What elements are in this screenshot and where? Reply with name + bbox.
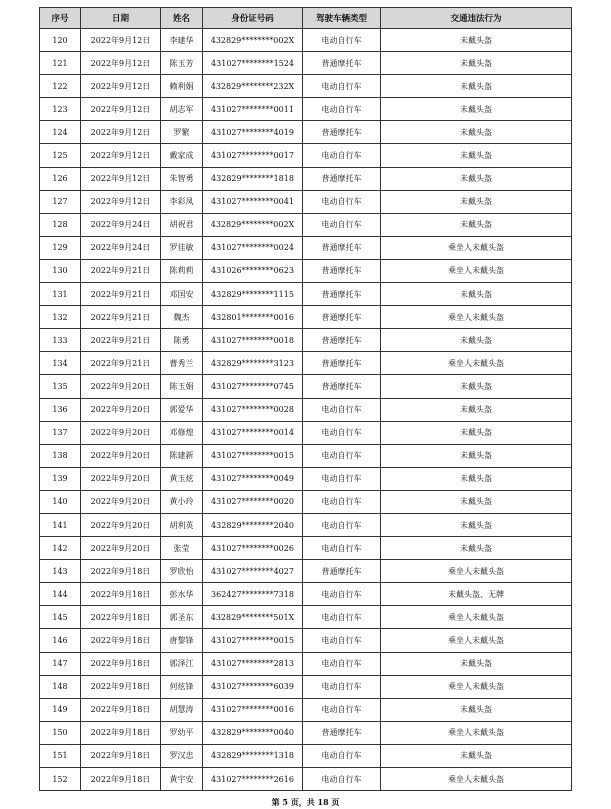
cell-id-number: 431027********0024 xyxy=(203,236,303,259)
cell-date: 2022年9月24日 xyxy=(81,213,161,236)
cell-vehicle-type: 电动自行车 xyxy=(303,398,381,421)
cell-violation: 乘坐人未戴头盔 xyxy=(381,352,572,375)
cell-date: 2022年9月18日 xyxy=(81,583,161,606)
table-row xyxy=(40,259,572,282)
table-row xyxy=(40,606,572,629)
cell-date: 2022年9月12日 xyxy=(81,144,161,167)
cell-name: 胡慧涛 xyxy=(161,698,203,721)
table-row xyxy=(40,75,572,98)
cell-id-number: 432829********501X xyxy=(203,606,303,629)
cell-date: 2022年9月24日 xyxy=(81,236,161,259)
cell-id-number: 431027********0017 xyxy=(203,144,303,167)
cell-seq: 122 xyxy=(40,75,81,98)
cell-vehicle-type: 普通摩托车 xyxy=(303,259,381,282)
cell-name: 罗汉忠 xyxy=(161,744,203,767)
cell-seq: 138 xyxy=(40,444,81,467)
cell-seq: 143 xyxy=(40,560,81,583)
table-row xyxy=(40,537,572,560)
table-row xyxy=(40,29,572,52)
cell-violation: 未戴头盔 xyxy=(381,283,572,306)
table-row xyxy=(40,283,572,306)
cell-vehicle-type: 普通摩托车 xyxy=(303,52,381,75)
cell-name: 邓国安 xyxy=(161,283,203,306)
cell-name: 邓修煌 xyxy=(161,421,203,444)
cell-id-number: 431027********6039 xyxy=(203,675,303,698)
cell-date: 2022年9月20日 xyxy=(81,375,161,398)
cell-vehicle-type: 电动自行车 xyxy=(303,537,381,560)
table-row xyxy=(40,421,572,444)
table-row xyxy=(40,768,572,791)
table-row xyxy=(40,352,572,375)
cell-vehicle-type: 普通摩托车 xyxy=(303,121,381,144)
cell-name: 胡志军 xyxy=(161,98,203,121)
header-id-number: 身份证号码 xyxy=(203,8,303,29)
cell-violation: 未戴头盔 xyxy=(381,421,572,444)
cell-seq: 121 xyxy=(40,52,81,75)
cell-violation: 乘坐人未戴头盔 xyxy=(381,675,572,698)
cell-vehicle-type: 电动自行车 xyxy=(303,444,381,467)
cell-id-number: 431027********0026 xyxy=(203,537,303,560)
cell-vehicle-type: 普通摩托车 xyxy=(303,721,381,744)
table-body xyxy=(40,29,572,791)
table-row xyxy=(40,721,572,744)
cell-date: 2022年9月12日 xyxy=(81,121,161,144)
page-footer: 第 5 页，共 18 页 xyxy=(271,797,340,807)
cell-date: 2022年9月18日 xyxy=(81,744,161,767)
cell-violation: 未戴头盔 xyxy=(381,98,572,121)
cell-name: 黄玉炫 xyxy=(161,467,203,490)
cell-name: 胡利英 xyxy=(161,513,203,536)
cell-vehicle-type: 普通摩托车 xyxy=(303,329,381,352)
cell-seq: 141 xyxy=(40,513,81,536)
cell-violation: 乘坐人未戴头盔 xyxy=(381,236,572,259)
cell-violation: 未戴头盔 xyxy=(381,144,572,167)
cell-date: 2022年9月21日 xyxy=(81,329,161,352)
cell-vehicle-type: 电动自行车 xyxy=(303,606,381,629)
cell-name: 唐黎锋 xyxy=(161,629,203,652)
cell-seq: 145 xyxy=(40,606,81,629)
cell-name: 李彩凤 xyxy=(161,190,203,213)
cell-date: 2022年9月18日 xyxy=(81,768,161,791)
cell-violation: 未戴头盔 xyxy=(381,652,572,675)
cell-id-number: 432829********1115 xyxy=(203,283,303,306)
cell-name: 黄小玲 xyxy=(161,490,203,513)
cell-seq: 137 xyxy=(40,421,81,444)
table-row xyxy=(40,629,572,652)
cell-violation: 未戴头盔 xyxy=(381,121,572,144)
cell-id-number: 431027********0028 xyxy=(203,398,303,421)
cell-name: 罗幼平 xyxy=(161,721,203,744)
cell-date: 2022年9月18日 xyxy=(81,629,161,652)
cell-id-number: 431027********0049 xyxy=(203,467,303,490)
table-row xyxy=(40,444,572,467)
header-vehicle-type: 驾驶车辆类型 xyxy=(303,8,381,29)
cell-violation: 乘坐人未戴头盔 xyxy=(381,306,572,329)
cell-vehicle-type: 电动自行车 xyxy=(303,513,381,536)
table-row xyxy=(40,329,572,352)
table-row xyxy=(40,490,572,513)
cell-name: 李建华 xyxy=(161,29,203,52)
cell-date: 2022年9月12日 xyxy=(81,29,161,52)
cell-seq: 133 xyxy=(40,329,81,352)
cell-name: 彭水华 xyxy=(161,583,203,606)
cell-seq: 152 xyxy=(40,768,81,791)
cell-date: 2022年9月21日 xyxy=(81,283,161,306)
cell-id-number: 431027********0020 xyxy=(203,490,303,513)
cell-name: 张莹 xyxy=(161,537,203,560)
cell-violation: 未戴头盔、无牌 xyxy=(381,583,572,606)
cell-violation: 未戴头盔 xyxy=(381,467,572,490)
cell-id-number: 431027********0014 xyxy=(203,421,303,444)
cell-name: 郭泽江 xyxy=(161,652,203,675)
cell-vehicle-type: 普通摩托车 xyxy=(303,560,381,583)
cell-violation: 乘坐人未戴头盔 xyxy=(381,560,572,583)
cell-id-number: 431027********2616 xyxy=(203,768,303,791)
cell-date: 2022年9月12日 xyxy=(81,190,161,213)
cell-vehicle-type: 电动自行车 xyxy=(303,190,381,213)
cell-violation: 未戴头盔 xyxy=(381,398,572,421)
cell-vehicle-type: 普通摩托车 xyxy=(303,375,381,398)
cell-violation: 乘坐人未戴头盔 xyxy=(381,606,572,629)
table-row xyxy=(40,121,572,144)
cell-vehicle-type: 电动自行车 xyxy=(303,675,381,698)
cell-id-number: 431027********0041 xyxy=(203,190,303,213)
cell-date: 2022年9月18日 xyxy=(81,698,161,721)
table-row xyxy=(40,213,572,236)
cell-seq: 150 xyxy=(40,721,81,744)
header-date: 日期 xyxy=(81,8,161,29)
violation-table xyxy=(39,7,572,791)
cell-vehicle-type: 普通摩托车 xyxy=(303,236,381,259)
cell-id-number: 431027********0011 xyxy=(203,98,303,121)
cell-seq: 130 xyxy=(40,259,81,282)
cell-seq: 135 xyxy=(40,375,81,398)
cell-violation: 未戴头盔 xyxy=(381,167,572,190)
table-row xyxy=(40,306,572,329)
cell-id-number: 432829********232X xyxy=(203,75,303,98)
table-row xyxy=(40,698,572,721)
table-row xyxy=(40,167,572,190)
cell-seq: 134 xyxy=(40,352,81,375)
cell-date: 2022年9月20日 xyxy=(81,490,161,513)
cell-seq: 144 xyxy=(40,583,81,606)
cell-violation: 乘坐人未戴头盔 xyxy=(381,721,572,744)
cell-vehicle-type: 电动自行车 xyxy=(303,744,381,767)
cell-name: 陈玉娟 xyxy=(161,375,203,398)
cell-date: 2022年9月21日 xyxy=(81,259,161,282)
cell-id-number: 431026********0623 xyxy=(203,259,303,282)
table-row xyxy=(40,467,572,490)
cell-id-number: 432829********002X xyxy=(203,213,303,236)
cell-name: 陈玉芳 xyxy=(161,52,203,75)
cell-date: 2022年9月20日 xyxy=(81,537,161,560)
cell-name: 曹秀兰 xyxy=(161,352,203,375)
cell-vehicle-type: 普通摩托车 xyxy=(303,167,381,190)
table-row xyxy=(40,98,572,121)
cell-violation: 未戴头盔 xyxy=(381,75,572,98)
cell-id-number: 431027********0015 xyxy=(203,444,303,467)
cell-vehicle-type: 电动自行车 xyxy=(303,98,381,121)
table-row xyxy=(40,375,572,398)
cell-seq: 131 xyxy=(40,283,81,306)
cell-seq: 149 xyxy=(40,698,81,721)
cell-seq: 151 xyxy=(40,744,81,767)
cell-id-number: 431027********0015 xyxy=(203,629,303,652)
cell-violation: 乘坐人未戴头盔 xyxy=(381,768,572,791)
cell-id-number: 431027********0016 xyxy=(203,698,303,721)
cell-name: 胡祝君 xyxy=(161,213,203,236)
cell-seq: 125 xyxy=(40,144,81,167)
header-name: 姓名 xyxy=(161,8,203,29)
cell-name: 陈勇 xyxy=(161,329,203,352)
cell-date: 2022年9月12日 xyxy=(81,98,161,121)
cell-date: 2022年9月18日 xyxy=(81,606,161,629)
cell-name: 郭爱华 xyxy=(161,398,203,421)
cell-name: 罗佳敏 xyxy=(161,236,203,259)
cell-name: 罗欣怡 xyxy=(161,560,203,583)
cell-date: 2022年9月12日 xyxy=(81,167,161,190)
cell-date: 2022年9月12日 xyxy=(81,75,161,98)
cell-date: 2022年9月20日 xyxy=(81,467,161,490)
cell-vehicle-type: 电动自行车 xyxy=(303,652,381,675)
table-row xyxy=(40,144,572,167)
cell-violation: 未戴头盔 xyxy=(381,490,572,513)
cell-name: 陈莉莉 xyxy=(161,259,203,282)
table-row xyxy=(40,652,572,675)
cell-violation: 未戴头盔 xyxy=(381,213,572,236)
cell-vehicle-type: 电动自行车 xyxy=(303,768,381,791)
cell-name: 朱智勇 xyxy=(161,167,203,190)
table-row xyxy=(40,744,572,767)
cell-seq: 136 xyxy=(40,398,81,421)
cell-date: 2022年9月21日 xyxy=(81,306,161,329)
cell-seq: 147 xyxy=(40,652,81,675)
cell-name: 赖利娟 xyxy=(161,75,203,98)
cell-vehicle-type: 普通摩托车 xyxy=(303,283,381,306)
cell-date: 2022年9月18日 xyxy=(81,721,161,744)
cell-seq: 140 xyxy=(40,490,81,513)
cell-seq: 126 xyxy=(40,167,81,190)
cell-id-number: 362427********7318 xyxy=(203,583,303,606)
cell-vehicle-type: 电动自行车 xyxy=(303,629,381,652)
cell-violation: 未戴头盔 xyxy=(381,698,572,721)
table-header-row xyxy=(40,8,572,29)
cell-violation: 未戴头盔 xyxy=(381,513,572,536)
cell-seq: 129 xyxy=(40,236,81,259)
cell-date: 2022年9月20日 xyxy=(81,444,161,467)
cell-violation: 未戴头盔 xyxy=(381,375,572,398)
cell-id-number: 432829********002X xyxy=(203,29,303,52)
cell-vehicle-type: 电动自行车 xyxy=(303,467,381,490)
cell-id-number: 431027********2813 xyxy=(203,652,303,675)
table-row xyxy=(40,236,572,259)
cell-name: 何炫锋 xyxy=(161,675,203,698)
table-row xyxy=(40,513,572,536)
cell-seq: 146 xyxy=(40,629,81,652)
cell-violation: 乘坐人未戴头盔 xyxy=(381,259,572,282)
cell-vehicle-type: 电动自行车 xyxy=(303,698,381,721)
cell-vehicle-type: 电动自行车 xyxy=(303,421,381,444)
table-row xyxy=(40,560,572,583)
cell-id-number: 432829********2040 xyxy=(203,513,303,536)
cell-id-number: 432801********0016 xyxy=(203,306,303,329)
cell-seq: 148 xyxy=(40,675,81,698)
cell-seq: 139 xyxy=(40,467,81,490)
table-row xyxy=(40,52,572,75)
cell-name: 郭圣东 xyxy=(161,606,203,629)
cell-seq: 123 xyxy=(40,98,81,121)
cell-date: 2022年9月20日 xyxy=(81,398,161,421)
cell-seq: 127 xyxy=(40,190,81,213)
cell-id-number: 432829********1318 xyxy=(203,744,303,767)
cell-date: 2022年9月20日 xyxy=(81,421,161,444)
cell-violation: 未戴头盔 xyxy=(381,329,572,352)
cell-violation: 未戴头盔 xyxy=(381,29,572,52)
cell-name: 黄宇安 xyxy=(161,768,203,791)
cell-violation: 未戴头盔 xyxy=(381,444,572,467)
cell-violation: 未戴头盔 xyxy=(381,190,572,213)
table-row xyxy=(40,190,572,213)
cell-date: 2022年9月20日 xyxy=(81,513,161,536)
table-row xyxy=(40,398,572,421)
cell-date: 2022年9月18日 xyxy=(81,560,161,583)
cell-seq: 128 xyxy=(40,213,81,236)
cell-name: 戴家成 xyxy=(161,144,203,167)
cell-date: 2022年9月12日 xyxy=(81,52,161,75)
cell-seq: 120 xyxy=(40,29,81,52)
table-row xyxy=(40,583,572,606)
header-violation: 交通违法行为 xyxy=(381,8,572,29)
cell-id-number: 432829********3123 xyxy=(203,352,303,375)
cell-name: 魏杰 xyxy=(161,306,203,329)
cell-vehicle-type: 电动自行车 xyxy=(303,29,381,52)
table-row xyxy=(40,675,572,698)
cell-violation: 未戴头盔 xyxy=(381,52,572,75)
cell-id-number: 431027********1524 xyxy=(203,52,303,75)
cell-id-number: 431027********4019 xyxy=(203,121,303,144)
cell-date: 2022年9月21日 xyxy=(81,352,161,375)
cell-violation: 未戴头盔 xyxy=(381,744,572,767)
cell-vehicle-type: 电动自行车 xyxy=(303,490,381,513)
cell-violation: 未戴头盔 xyxy=(381,537,572,560)
cell-id-number: 431027********4027 xyxy=(203,560,303,583)
cell-id-number: 432829********1818 xyxy=(203,167,303,190)
header-seq: 序号 xyxy=(40,8,81,29)
cell-vehicle-type: 电动自行车 xyxy=(303,144,381,167)
cell-id-number: 432829********0040 xyxy=(203,721,303,744)
cell-vehicle-type: 普通摩托车 xyxy=(303,352,381,375)
cell-violation: 乘坐人未戴头盔 xyxy=(381,629,572,652)
cell-id-number: 431027********0745 xyxy=(203,375,303,398)
cell-vehicle-type: 普通摩托车 xyxy=(303,306,381,329)
cell-name: 罗繁 xyxy=(161,121,203,144)
cell-vehicle-type: 电动自行车 xyxy=(303,213,381,236)
cell-vehicle-type: 电动自行车 xyxy=(303,75,381,98)
cell-id-number: 431027********0018 xyxy=(203,329,303,352)
cell-vehicle-type: 电动自行车 xyxy=(303,583,381,606)
cell-seq: 142 xyxy=(40,537,81,560)
cell-date: 2022年9月18日 xyxy=(81,675,161,698)
cell-name: 陈建新 xyxy=(161,444,203,467)
cell-date: 2022年9月18日 xyxy=(81,652,161,675)
cell-seq: 124 xyxy=(40,121,81,144)
cell-seq: 132 xyxy=(40,306,81,329)
